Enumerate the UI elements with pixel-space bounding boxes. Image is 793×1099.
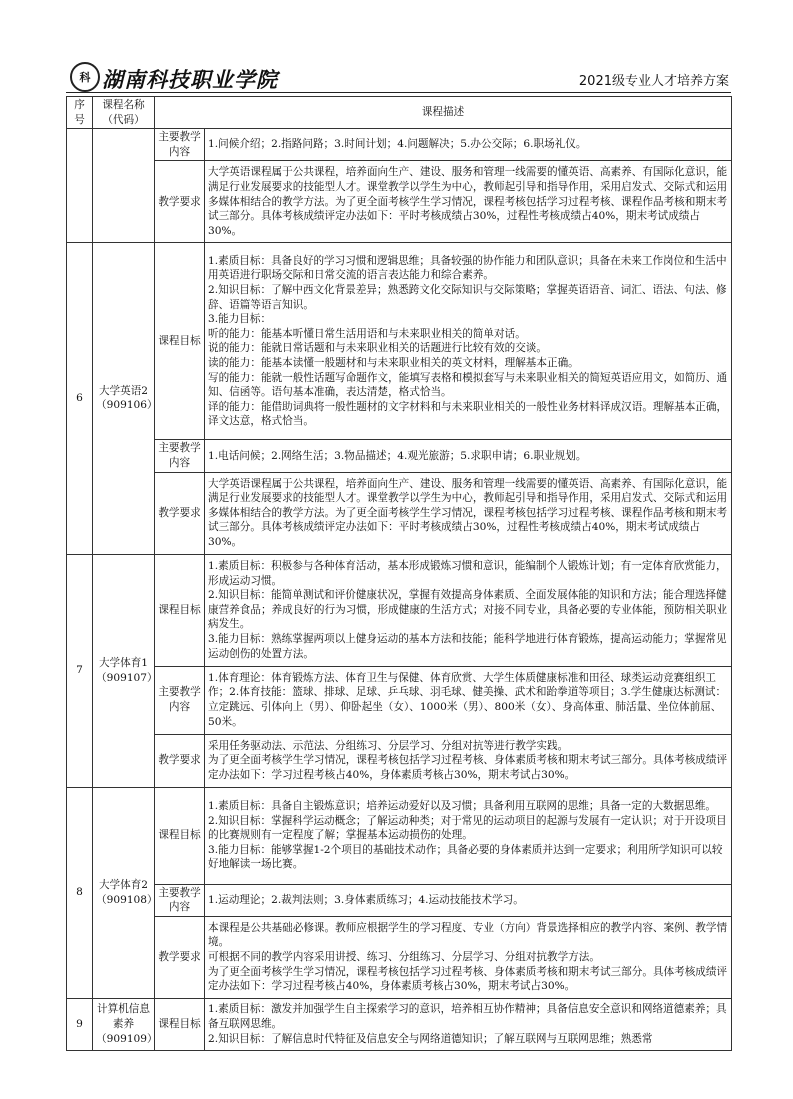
desc-line: 大学英语课程属于公共课程，培养面向生产、建设、服务和管理一线需要的懂英语、高素养、有国际化意识，能满足行业发展要求的技能型人才。课堂教学以学生为中心，教师起引导和指导作用，采用启发式、交际式和运用多媒体相结合的教学方法。为了更全面考核学生学习情况，课程考核包括学习过程考核、课程作品考核和期末考试三部分。具体考核成绩评定办法如下：平时考核成绩占30%，过程性考核成绩占40%，期末考试成绩占30%。 [208,166,728,237]
desc-line: 3.能力目标：熟练掌握两项以上健身运动的基本方法和技能；能科学地进行体育锻炼，提高运动能力；掌握常见运动创伤的处置方法。 [208,632,727,660]
table-row [67,666,732,734]
row-no-cell [67,129,93,243]
desc-line: 1.素质目标：具备良好的学习习惯和逻辑思维；具备较强的协作能力和团队意识；具备在未来工作岗位和生活中用英语进行职场交际和日常交流的语言表达能力和综合素养。 [208,254,727,282]
logo-text: 科 [79,71,91,84]
row-label-goal: 课程目标 [155,998,205,1050]
table-row [67,161,732,243]
table-row [67,916,732,998]
row-label-content: 主要教学内容 [155,440,205,472]
desc-line: 2.知识目标：了解中西文化背景差异；熟悉跨文化交际知识与交际策略；掌握英语语音、词汇、语法、句法、修辞、语篇等语言知识。 [208,284,727,311]
header-name: 课程名称（代码） [93,97,155,129]
desc-line: 可根据不同的教学内容采用讲授、练习、分组练习、分层学习、分组对抗教学方法。 [208,950,600,963]
row-content [205,666,732,734]
desc-line: 3.能力目标： [208,313,272,326]
desc-line: 说的能力：能就日常话题和与未来职业相关的话题进行比较有效的交谈。 [208,342,547,355]
row-label-teaching: 教学要求 [155,734,205,787]
row-content: 1.问候介绍；2.指路问路；3.时间计划；4.问题解决；5.办公交际；6.职场礼仪。 [205,129,732,161]
row-label-goal: 课程目标 [155,243,205,440]
table-row [67,554,732,666]
desc-line: 为了更全面考核学生学习情况，课程考核包括学习过程考核、身体素质考核和期末考试三部分。具体考核成绩评定办法如下：学习过程考核占40%，身体素质考核占30%，期末考试占30%。 [208,754,728,781]
row-label-content: 主要教学内容 [155,884,205,916]
desc-line: 2.知识目标：能简单测试和评价健康状况，掌握有效提高身体素质、全面发展体能的知识和方法；能合理选择健康营养食品；养成良好的行为习惯，形成健康的生活方式；对接不同专业，具备必要的专业体能，预防相关职业病发生。 [208,589,728,631]
desc-line: 2.知识目标：掌握科学运动概念；了解运动种类；对于常见的运动项目的起源与发展有一定认识；对于开设项目的比赛规则有一定程度了解；掌握基本运动损伤的处理。 [208,814,727,842]
desc-line: 1.素质目标：具备自主锻炼意识；培养运动爱好以及习惯；具备利用互联网的思维；具备一定的大数据思维。 [208,800,717,813]
row-teaching [205,472,732,554]
desc-line: 1.素质目标：积极参与各种体育活动，基本形成锻炼习惯和意识，能编制个人锻炼计划；有一定体育欣赏能力，形成运动习惯。 [208,559,727,587]
desc-line: 3.能力目标：能够掌握1-2个项目的基础技术动作；具备必要的身体素质并达到一定要求；利用所学知识可以较好地解读一场比赛。 [208,843,723,871]
row-goal [205,243,732,440]
row-content: 1.运动理论；2.裁判法则；3.身体素质练习；4.运动技能技术学习。 [205,884,732,916]
row-course-name: 大学体育1（909107） [93,554,155,787]
row-course-name: 大学体育2（909108） [93,787,155,998]
desc-line: 1.素质目标：激发并加强学生自主探索学习的意识，培养相互协作精神；具备信息安全意识和网络道德素养；具备互联网思维。 [208,1003,727,1030]
row-label-content: 主要教学内容 [155,666,205,734]
school-logo-icon [70,62,100,92]
row-no: 7 [67,554,93,787]
desc-line: 2.知识目标：了解信息时代特征及信息安全与网络道德知识；了解互联网与互联网思维；熟悉常 [208,1032,653,1045]
header-no: 序号 [67,97,93,129]
desc-line: 大学英语课程属于公共课程，培养面向生产、建设、服务和管理一线需要的懂英语、高素养、有国际化意识，能满足行业发展要求的技能型人才。课堂教学以学生为中心，教师起引导和指导作用，采用启发式、交际式和运用多媒体相结合的教学方法。为了更全面考核学生学习情况，课程考核包括学习过程考核、课程作品考核和期末考试三部分。具体考核成绩评定办法如下：平时考核成绩占30%，过程性考核成绩占40%，期末考试成绩占30%。 [208,477,728,548]
row-goal [205,998,732,1050]
table-row [67,884,732,916]
row-content: 1.电话问候；2.网络生活；3.物品描述；4.观光旅游；5.求职申请；6.职业规划。 [205,440,732,472]
row-label-content: 主要教学内容 [155,129,205,161]
school-name: 湖南科技职业学院 [102,68,278,92]
table-row [67,998,732,1050]
table-row [67,734,732,787]
desc-line: 采用任务驱动法、示范法、分组练习、分层学习、分组对抗等进行教学实践。 [208,739,569,752]
desc-line: 本课程是公共基础必修课。教师应根据学生的学习程度、专业（方向）背景选择相应的教学内容、案例、教学情境。 [208,921,728,949]
row-teaching [205,734,732,787]
desc-line: 1.体育理论：体育锻炼方法、体育卫生与保健、体育欣赏、大学生体质健康标准和田径、球类运动竞赛组织工作；2.体育技能：篮球、排球、足球、乒乓球、羽毛球、健美操、武术和跆拳道等项目；3.学生健康达标测试：立定跳远、引体向上（男）、仰卧起坐（女）、1000米（男）、800米（女）、身高体重、肺活量、坐位体前屈、50米。 [208,671,727,728]
desc-line: 译的能力：能借助词典将一般性题材的文字材料和与未来职业相关的一般性业务材料译成汉语。理解基本正确，译文达意，格式恰当。 [208,400,728,428]
row-no: 9 [67,998,93,1050]
table-row [67,472,732,554]
table-row [67,243,732,440]
table-row [67,440,732,472]
row-name-cell [93,129,155,243]
row-label-teaching: 教学要求 [155,472,205,554]
desc-line: 读的能力：能基本读懂一般题材和与未来职业相关的英文材料，理解基本正确。 [208,356,579,369]
row-label-goal: 课程目标 [155,787,205,884]
header-desc: 课程描述 [155,97,732,129]
row-label-goal: 课程目标 [155,554,205,666]
row-no: 6 [67,243,93,554]
row-goal [205,787,732,884]
desc-line: 为了更全面考核学生学习情况，课程考核包括学习过程考核、身体素质考核和期末考试三部分。具体考核成绩评定办法如下：学习过程考核占40%，身体素质考核占30%，期末考试占30%。 [208,965,728,993]
row-course-name: 大学英语2（909106） [93,243,155,554]
row-label-teaching: 教学要求 [155,161,205,243]
page-header [66,62,731,93]
row-teaching [205,161,732,243]
table-header-row [67,97,732,129]
row-no: 8 [67,787,93,998]
table-row [67,787,732,884]
row-teaching [205,916,732,998]
row-goal [205,554,732,666]
desc-line: 写的能力：能就一般性话题写命题作文，能填写表格和模拟套写与未来职业相关的简短英语应用文，如简历、通知、信函等。语句基本准确，表达清楚，格式恰当。 [208,371,728,399]
table-row [67,129,732,161]
row-label-teaching: 教学要求 [155,916,205,998]
course-table [66,96,732,1051]
desc-line: 听的能力：能基本听懂日常生活用语和与未来职业相关的简单对话。 [208,327,526,340]
plan-title: 2021级专业人才培养方案 [578,74,729,89]
row-course-name: 计算机信息素养（909109） [93,998,155,1050]
